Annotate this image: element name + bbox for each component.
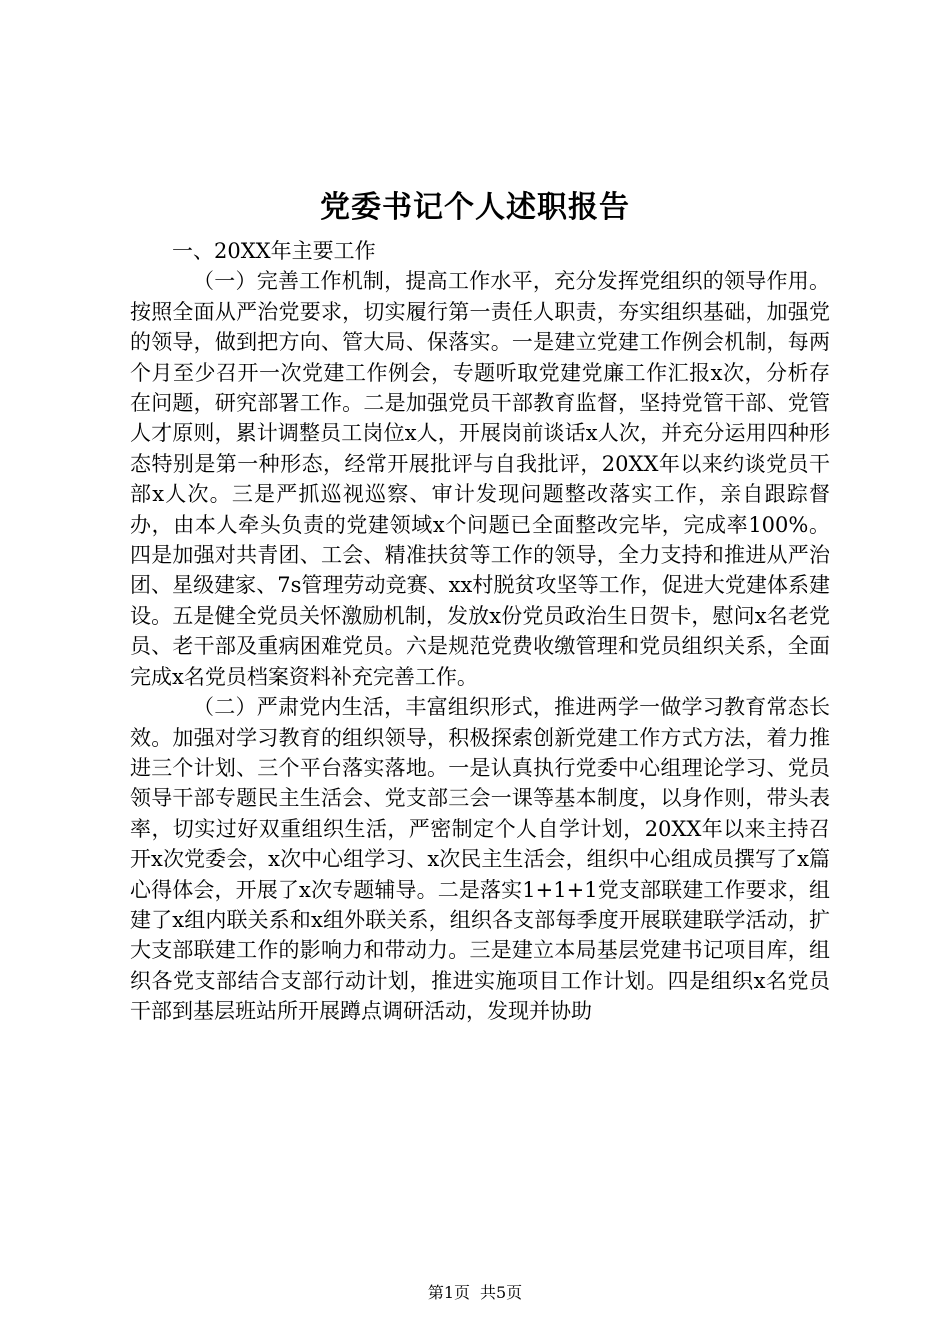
- section-heading: 一、20XX年主要工作: [172, 239, 376, 263]
- paragraph: （二）严肃党内生活，丰富组织形式，推进两学一做学习教育常态长效。加强对学习教育的组织领导，积极探索创新党建工作方式方法，着力推进三个计划、三个平台落实落地。一是认真执行党委中心组理论学习、党员领导干部专题民主生活会、党支部三会一课等基本制度，以身作则，带头表率，切实过好双重组织生活，严密制定个人自学计划，20XX年以来主持召开x次党委会，x次中心组学习、x次民主生活会，组织中心组成员撰写了x篇心得体会，开展了x次专题辅导。二是落实1+1+1党支部联建工作要求，组建了x组内联关系和x组外联关系，组织各支部每季度开展联建联学活动，扩大支部联建工作的影响力和带动力。三是建立本局基层党建书记项目库，组织各党支部结合支部行动计划，推进实施项目工作计划。四是组织x名党员干部到基层班站所开展蹲点调研活动，发现并协助: [130, 695, 830, 1024]
- paragraph: （一）完善工作机制，提高工作水平，充分发挥党组织的领导作用。按照全面从严治党要求，切实履行第一责任人职责，夯实组织基础，加强党的领导，做到把方向、管大局、保落实。一是建立党建工作例会机制，每两个月至少召开一次党建工作例会，专题听取党建党廉工作汇报x次，分析存在问题，研究部署工作。二是加强党员干部教育监督，坚持党管干部、党管人才原则，累计调整员工岗位x人，开展岗前谈话x人次，并充分运用四种形态特别是第一种形态，经常开展批评与自我批评，20XX年以来约谈党员干部x人次。三是严抓巡视巡察、审计发现问题整改落实工作，亲自跟踪督办，由本人牵头负责的党建领域x个问题已全面整改完毕，完成率100%。四是加强对共青团、工会、精准扶贫等工作的领导，全力支持和推进从严治团、星级建家、7s管理劳动竞赛、xx村脱贫攻坚等工作，促进大党建体系建设。五是健全党员关怀激励机制，发放x份党员政治生日贺卡，慰问x名老党员、老干部及重病困难党员。六是规范党费收缴管理和党员组织关系，全面完成x名党员档案资料补充完善工作。: [130, 269, 830, 689]
- page-total: 共5页: [480, 1283, 523, 1302]
- document-body: [130, 236, 830, 1027]
- document-title: 党委书记个人述职报告: [320, 190, 630, 225]
- page-number: 第1页: [427, 1283, 470, 1302]
- page-footer: [0, 1282, 950, 1304]
